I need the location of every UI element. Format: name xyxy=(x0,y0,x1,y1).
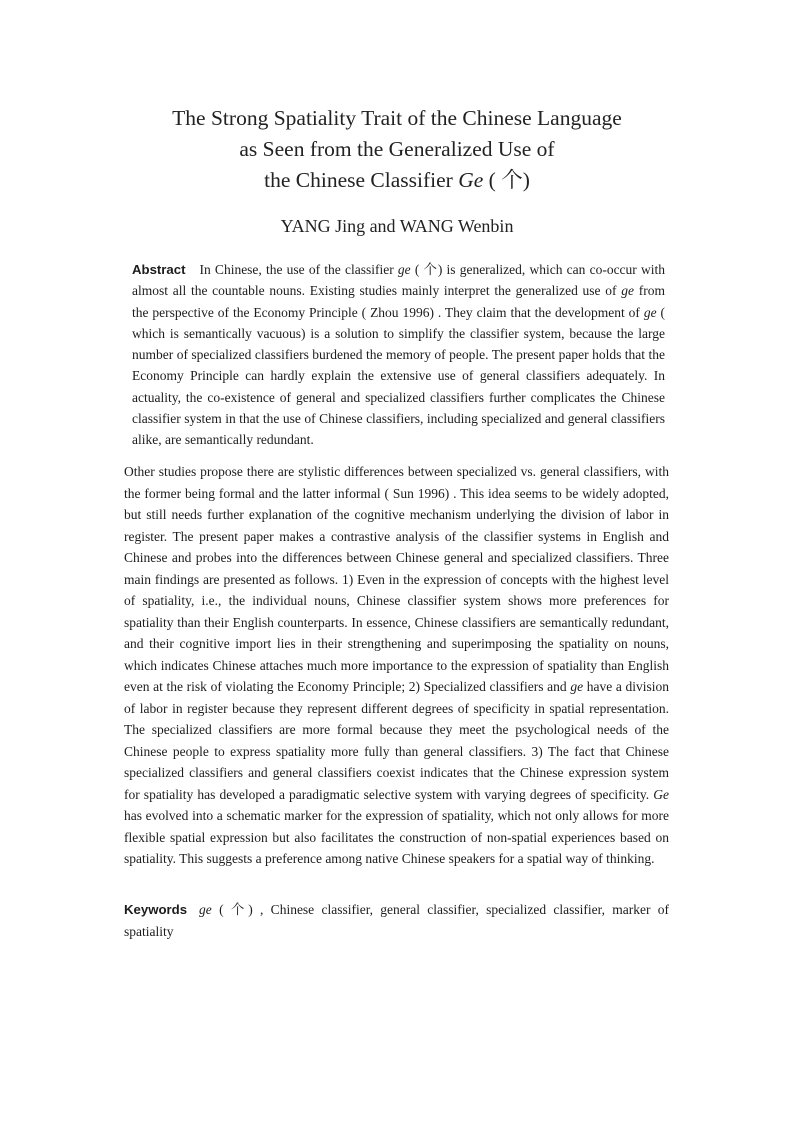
italic-term: ge xyxy=(643,304,657,320)
text-run: have a division of labor in register because they represent different degrees of specificity in spatial representation. The specialized classifiers are more formal because they meet the psychological needs of the Chinese people to express spatiality more fully than general classifiers. 3) The fact that Chinese specialized classifiers and general classifiers coexist indicates that the Chinese expression system for spatiality has developed a paradigmatic selective system with varying degrees of specificity. xyxy=(124,679,669,802)
text-run: from the perspective of the Economy Principle ( Zhou 1996) . They claim that the development of xyxy=(132,283,665,320)
italic-term: ge xyxy=(397,262,411,277)
abstract-text xyxy=(132,262,665,447)
italic-term: ge xyxy=(199,902,212,917)
title-line-3 xyxy=(0,165,794,196)
abstract xyxy=(132,259,665,451)
keywords-label: Keywords xyxy=(124,902,188,917)
keywords xyxy=(124,899,669,942)
text-run: ( which is semantically vacuous) is a solution to simplify the classifier system, because the large number of specialized classifiers burdened the memory of people. The present paper holds that the Economy Principle can hardly explain the extensive use of general classifiers adequately. In actuality, the co-existence of general and specialized classifiers further complicates the Chinese classifier system in that the use of Chinese classifiers, including specialized and general classifiers alike, are semantically redundant. xyxy=(132,304,666,448)
title-term: Ge xyxy=(458,168,484,192)
text-run: ( 个) , Chinese classifier, general classifier, specialized classifier, marker of spatiality xyxy=(124,902,669,939)
italic-term: ge xyxy=(570,679,584,694)
abstract-label: Abstract xyxy=(132,262,186,277)
abstract-continuation xyxy=(124,461,669,870)
italic-term: Ge xyxy=(653,786,669,802)
title-line-1: The Strong Spatiality Trait of the Chinese Language xyxy=(172,106,622,130)
italic-term: ge xyxy=(621,283,635,299)
title-line-3-prefix: the Chinese Classifier xyxy=(264,168,459,192)
title-line-3-suffix: ( 个) xyxy=(483,168,530,192)
keywords-text xyxy=(124,902,669,939)
text-run: In Chinese, the use of the classifier xyxy=(199,262,398,277)
author-names: YANG Jing and WANG Wenbin xyxy=(280,216,514,236)
text-run: has evolved into a schematic marker for the expression of spatiality, which not only allows for more flexible spatial expression but also facilitates the construction of non-spatial experiences based on spatiality. This suggests a preference among native Chinese speakers for a spatial way of thinking. xyxy=(124,808,669,866)
text-run: Other studies propose there are stylistic differences between specialized vs. general classifiers, with the former being formal and the latter informal ( Sun 1996) . This idea seems to be widely adopted, but still needs further explanation of the cognitive mechanism underlying the division of labor in register. The present paper makes a contrastive analysis of the classifier systems in English and Chinese and probes into the differences between Chinese general and specialized classifiers. Three main findings are presented as follows. 1) Even in the expression of concepts with the highest level of spatiality, i.e., the individual nouns, Chinese classifier system shows more preferences for spatiality than their English counterparts. In essence, Chinese classifiers are semantically redundant, and their cognitive import lies in their strengthening and superimposing the spatiality on nouns, which indicates Chinese attaches much more importance to the expression of spatiality than English even at the risk of violating the Economy Principle; 2) Specialized classifiers and xyxy=(124,464,669,694)
text-run: ( 个) is generalized, which can co-occur with almost all the countable nouns. Existing studies mainly interpret the generalized use of xyxy=(132,262,665,299)
title-line-2: as Seen from the Generalized Use of xyxy=(239,137,555,161)
paper-title xyxy=(0,103,794,196)
